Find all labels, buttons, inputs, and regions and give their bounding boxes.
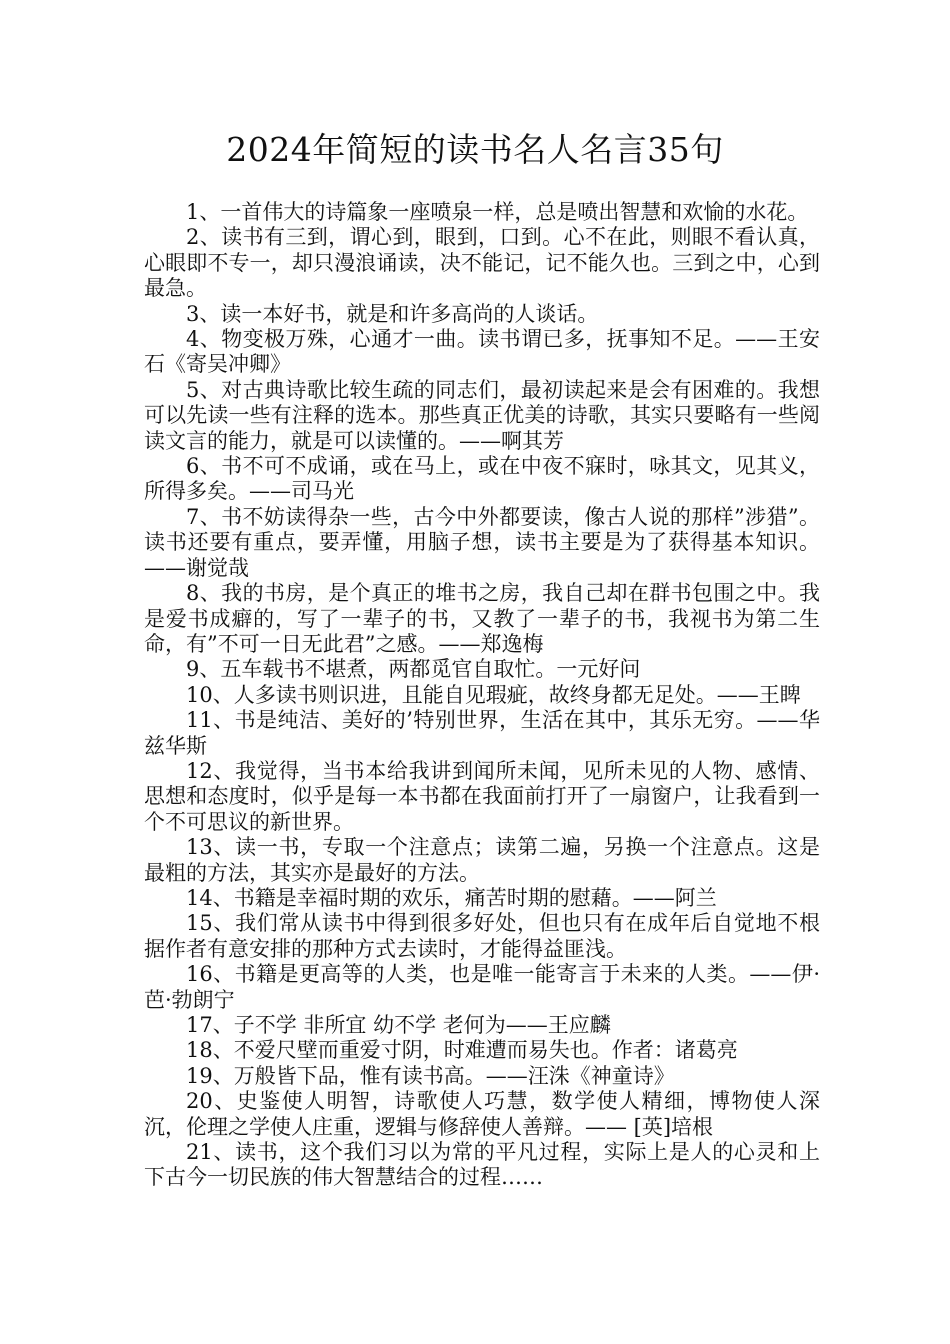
quote-item: 9、五车载书不堪煮，两都觅官自取忙。一元好问	[186, 657, 641, 682]
quote-item: 6、书不可不成诵，或在马上，或在中夜不寐时，咏其文，见其义，所得多矣。——司马光	[144, 454, 820, 504]
quote-item: 18、不爱尺壁而重爱寸阴，时难遭而易失也。作者：诸葛亮	[186, 1038, 738, 1063]
quote-item: 15、我们常从读书中得到很多好处，但也只有在成年后自觉地不根据作者有意安排的那种方式去读时，才能得益匪浅。	[144, 911, 820, 961]
quote-list	[144, 200, 820, 1191]
quote-item: 8、我的书房，是个真正的堆书之房，我自己却在群书包围之中。我是爱书成癖的，写了一辈子的书，又教了一辈子的书，我视书为第二生命，有”不可一日无此君”之感。——郑逸梅	[144, 581, 820, 656]
quote-item: 21、读书，这个我们习以为常的平凡过程，实际上是人的心灵和上下古今一切民族的伟大智慧结合的过程……	[144, 1140, 820, 1190]
quote-item: 7、书不妨读得杂一些，古今中外都要读，像古人说的那样”涉猎”。读书还要有重点，要弄懂，用脑子想，读书主要是为了获得基本知识。——谢觉哉	[144, 504, 820, 580]
quote-item: 12、我觉得，当书本给我讲到闻所未闻，见所未见的人物、感情、思想和态度时，似乎是每一本书都在我面前打开了一扇窗户，让我看到一个不可思议的新世界。	[144, 758, 820, 834]
quote-item: 19、万般皆下品，惟有读书高。——汪洙《神童诗》	[186, 1063, 675, 1088]
quote-item: 16、书籍是更高等的人类，也是唯一能寄言于未来的人类。——伊·芭·勃朗宁	[144, 962, 820, 1012]
quote-item: 10、人多读书则识进，且能自见瑕疵，故终身都无足处。——王睥	[186, 682, 801, 707]
quote-item: 17、子不学 非所宜 幼不学 老何为——王应麟	[186, 1013, 611, 1037]
quote-item: 5、对古典诗歌比较生疏的同志们，最初读起来是会有困难的。我想可以先读一些有注释的选本。那些真正优美的诗歌，其实只要略有一些阅读文言的能力，就是可以读懂的。——啊其芳	[144, 377, 820, 453]
quote-item: 4、物变极万殊，心通才一曲。读书谓已多，抚事知不足。——王安石《寄吴冲卿》	[144, 327, 820, 377]
quote-item: 2、读书有三到，谓心到，眼到，口到。心不在此，则眼不看认真，心眼即不专一，却只漫浪诵读，决不能记，记不能久也。三到之中，心到最急。	[144, 225, 820, 301]
quote-item: 13、读一书，专取一个注意点；读第二遍，另换一个注意点。这是最粗的方法，其实亦是最好的方法。	[144, 835, 820, 885]
quote-item: 1、一首伟大的诗篇象一座喷泉一样，总是喷出智慧和欢愉的水花。	[186, 200, 809, 224]
quote-item: 14、书籍是幸福时期的欢乐，痛苦时期的慰藉。——阿兰	[186, 885, 717, 910]
page-title: 2024年简短的读书名人名言35句	[226, 130, 724, 169]
quote-item: 11、书是纯洁、美好的’特别世界，生活在其中，其乐无穷。——华兹华斯	[144, 708, 820, 758]
quote-item: 20、史鉴使人明智，诗歌使人巧慧，数学使人精细，博物使人深沉，伦理之学使人庄重，逻辑与修辞使人善辩。—— [英]培根	[144, 1089, 820, 1139]
quote-item: 3、读一本好书，就是和许多高尚的人谈话。	[186, 301, 599, 326]
